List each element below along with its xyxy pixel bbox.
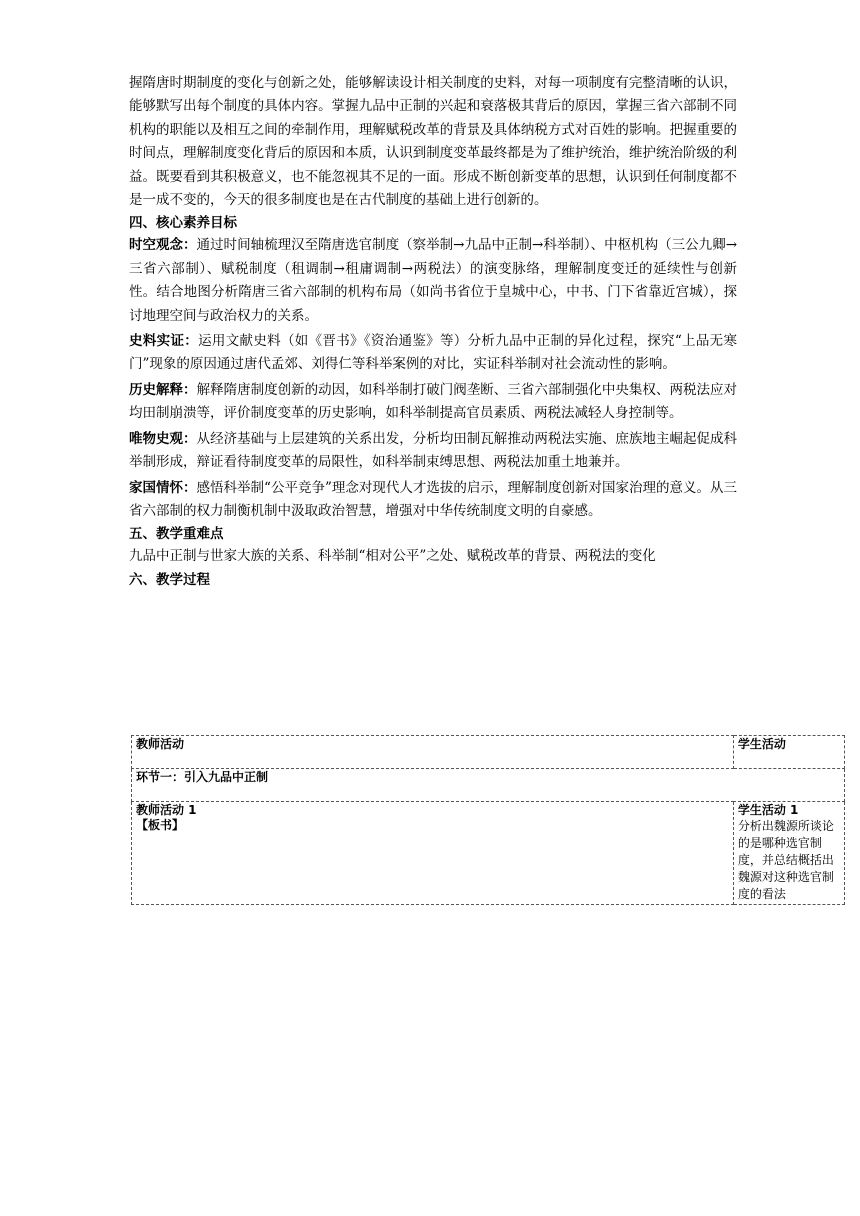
objective-label: 历史解释：: [129, 381, 197, 398]
objective-text: 感悟科举制“公平竞争”理念对现代人才选拔的启示，理解制度创新对国家治理的意义。从三省六部制的权力制衡机制中汲取政治智慧，增强对中华传统制度文明的自豪感。: [129, 479, 737, 519]
header-teacher: 教师活动: [132, 736, 734, 769]
objective-text: 运用文献史料（如《晋书》《资治通鉴》等）分析九品中正制的异化过程，探究“上品无寒门”现象的原因通过唐代孟郊、刘得仁等科举案例的对比，实证科举制对社会流动性的影响。: [129, 333, 737, 373]
document-body: [129, 72, 737, 591]
objective-text: 解释隋唐制度创新的动因，如科举制打破门阀垄断、三省六部制强化中央集权、两税法应对均田制崩溃等，评价制度变革的历史影响，如科举制提高官员素质、两税法减轻人身控制等。: [129, 381, 738, 422]
objective-label: 家国情怀：: [129, 479, 197, 496]
table-stage-row: [132, 769, 845, 802]
objective-text: 通过时间轴梳理汉至隋唐选官制度（察举制→九品中正制→科举制）、中枢机构（三公九卿→三省六部制）、赋税制度（租调制→租庸调制→两税法）的演变脉络，理解制度变迁的延续性与创新性。结合地图分析隋唐三省六部制的机构布局（如尚书省位于皇城中心，中书、门下省靠近宫城），探讨地理空间与政治权力的关系。: [129, 237, 738, 324]
student-activity-cell: [733, 802, 844, 905]
intro-paragraph: 握隋唐时期制度的变化与创新之处，能够解读设计相关制度的史料，对每一项制度有完整清晰的认识，能够默写出每个制度的具体内容。掌握九品中正制的兴起和衰落极其背后的原因，掌握三省六部制不同机构的职能以及相互之间的牵制作用，理解赋税改革的背景及具体纳税方式对百姓的影响。把握重要的时间点，理解制度变化背后的原因和本质，认识到制度变革最终都是为了维护统治，维护统治阶级的利益。既要看到其积极意义，也不能忽视其不足的一面。形成不断创新变革的思想，认识到任何制度都不是一成不变的，今天的很多制度也是在古代制度的基础上进行创新的。: [129, 75, 737, 209]
objective-text: 从经济基础与上层建筑的关系出发，分析均田制瓦解推动两税法实施、庶族地主崛起促成科举制形成，辩证看待制度变革的局限性，如科举制束缚思想、两税法加重土地兼并。: [129, 430, 738, 471]
table-row: [132, 802, 845, 905]
teaching-process-table: [131, 735, 845, 905]
teacher-activity-note: 【板书】: [136, 818, 185, 832]
student-activity-title: 学生活动 1: [737, 803, 799, 817]
header-student: 学生活动: [733, 736, 844, 769]
objective-label: 时空观念：: [129, 237, 197, 254]
stage-title: 环节一：引入九品中正制: [132, 769, 845, 802]
teacher-activity-title: 教师活动 1: [136, 803, 197, 817]
objective-interpretation: [129, 379, 737, 426]
objective-materialism: [129, 428, 737, 475]
section5-heading: 五、教学重难点: [129, 526, 224, 543]
objective-evidence: [129, 330, 737, 377]
section6-heading: 六、教学过程: [129, 571, 210, 588]
section4-heading: 四、核心素养目标: [129, 215, 237, 232]
objective-patriotism: [129, 477, 737, 524]
table-header-row: [132, 736, 845, 769]
teacher-activity-cell: [132, 802, 734, 905]
objective-label: 史料实证：: [129, 333, 199, 350]
objective-label: 唯物史观：: [129, 430, 197, 447]
objective-spacetime: [129, 234, 737, 328]
key-points-text: 九品中正制与世家大族的关系、科举制“相对公平”之处、赋税改革的背景、两税法的变化: [129, 548, 656, 565]
student-activity-text: 分析出魏源所谈论的是哪种选官制度，并总结概括出魏源对这种选官制度的看法: [737, 819, 834, 901]
